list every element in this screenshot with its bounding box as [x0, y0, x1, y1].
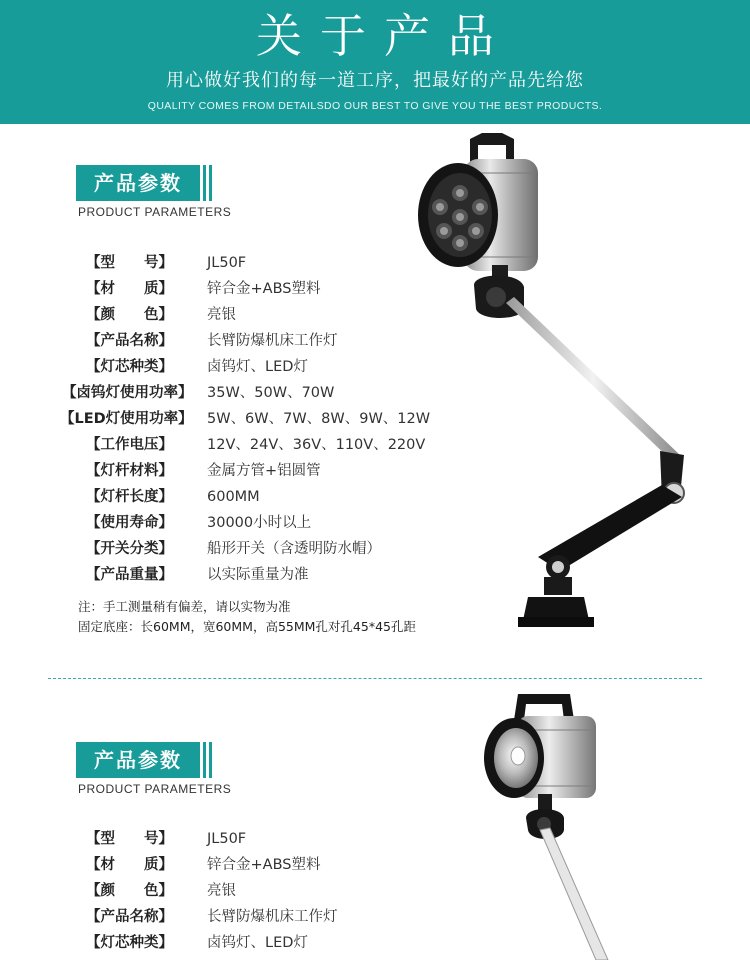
param-label: 【颜 色】 — [86, 307, 173, 323]
section-english: PRODUCT PARAMETERS — [78, 205, 232, 219]
param-value: 亮银 — [207, 307, 236, 323]
param-label: 【工作电压】 — [86, 437, 173, 453]
param-value: 亮银 — [207, 883, 236, 899]
param-value: 12V、24V、36V、110V、220V — [207, 437, 426, 453]
param-label: 【型 号】 — [86, 255, 173, 271]
param-value: 卤钨灯、LED灯 — [207, 935, 308, 951]
tag-bar — [203, 742, 206, 778]
param-label: 【颜 色】 — [86, 883, 173, 899]
param-label: 【卤钨灯使用功率】 — [62, 385, 193, 401]
halogen-lamp-image — [478, 690, 618, 960]
param-value: 锌合金+ABS塑料 — [207, 281, 321, 297]
banner-english-tagline: QUALITY COMES FROM DETAILSDO OUR BEST TO GIVE YOU THE BEST PRODUCTS. — [147, 100, 603, 112]
param-value: JL50F — [207, 831, 247, 847]
param-row — [0, 880, 520, 902]
param-label: 【产品名称】 — [86, 909, 173, 925]
led-lamp-image — [410, 125, 710, 635]
param-value: JL50F — [207, 255, 247, 271]
param-value: 卤钨灯、LED灯 — [207, 359, 308, 375]
param-label: 【LED灯使用功率】 — [60, 411, 193, 427]
param-label: 【灯芯种类】 — [86, 359, 173, 375]
header-banner — [0, 0, 750, 124]
param-value: 35W、50W、70W — [207, 385, 335, 401]
param-label: 【材 质】 — [86, 857, 173, 873]
param-label: 【使用寿命】 — [86, 515, 173, 531]
param-label: 【产品重量】 — [86, 567, 173, 583]
param-row — [0, 854, 520, 876]
banner-subtitle: 用心做好我们的每一道工序，把最好的产品先给您 — [166, 70, 584, 91]
tag-bar — [209, 165, 212, 201]
param-row — [0, 932, 520, 954]
section-english: PRODUCT PARAMETERS — [78, 782, 232, 796]
section-divider — [48, 678, 702, 679]
banner-title: 关于产品 — [256, 9, 512, 63]
param-value: 600MM — [207, 489, 260, 505]
param-row — [0, 906, 520, 928]
note-line: 固定底座：长60MM，宽60MM，高55MM孔对孔45*45孔距 — [78, 619, 416, 634]
param-label: 【开关分类】 — [86, 541, 173, 557]
param-label: 【灯芯种类】 — [86, 935, 173, 951]
param-label: 【灯杆长度】 — [86, 489, 173, 505]
note-line: 注：手工测量稍有偏差，请以实物为准 — [78, 599, 291, 614]
param-value: 长臂防爆机床工作灯 — [207, 909, 338, 925]
section-tag: 产品参数 — [76, 165, 200, 201]
param-value: 5W、6W、7W、8W、9W、12W — [207, 411, 431, 427]
tag-bar — [209, 742, 212, 778]
tag-bar — [203, 165, 206, 201]
param-value: 金属方管+铝圆管 — [207, 463, 321, 479]
param-row — [0, 828, 520, 850]
param-label: 【产品名称】 — [86, 333, 173, 349]
param-value: 长臂防爆机床工作灯 — [207, 333, 338, 349]
section-tag: 产品参数 — [76, 742, 200, 778]
param-value: 30000小时以上 — [207, 515, 312, 531]
param-value: 以实际重量为准 — [207, 567, 309, 583]
param-value: 船形开关（含透明防水帽） — [207, 541, 381, 557]
param-label: 【材 质】 — [86, 281, 173, 297]
param-value: 锌合金+ABS塑料 — [207, 857, 321, 873]
param-label: 【型 号】 — [86, 831, 173, 847]
param-label: 【灯杆材料】 — [86, 463, 173, 479]
